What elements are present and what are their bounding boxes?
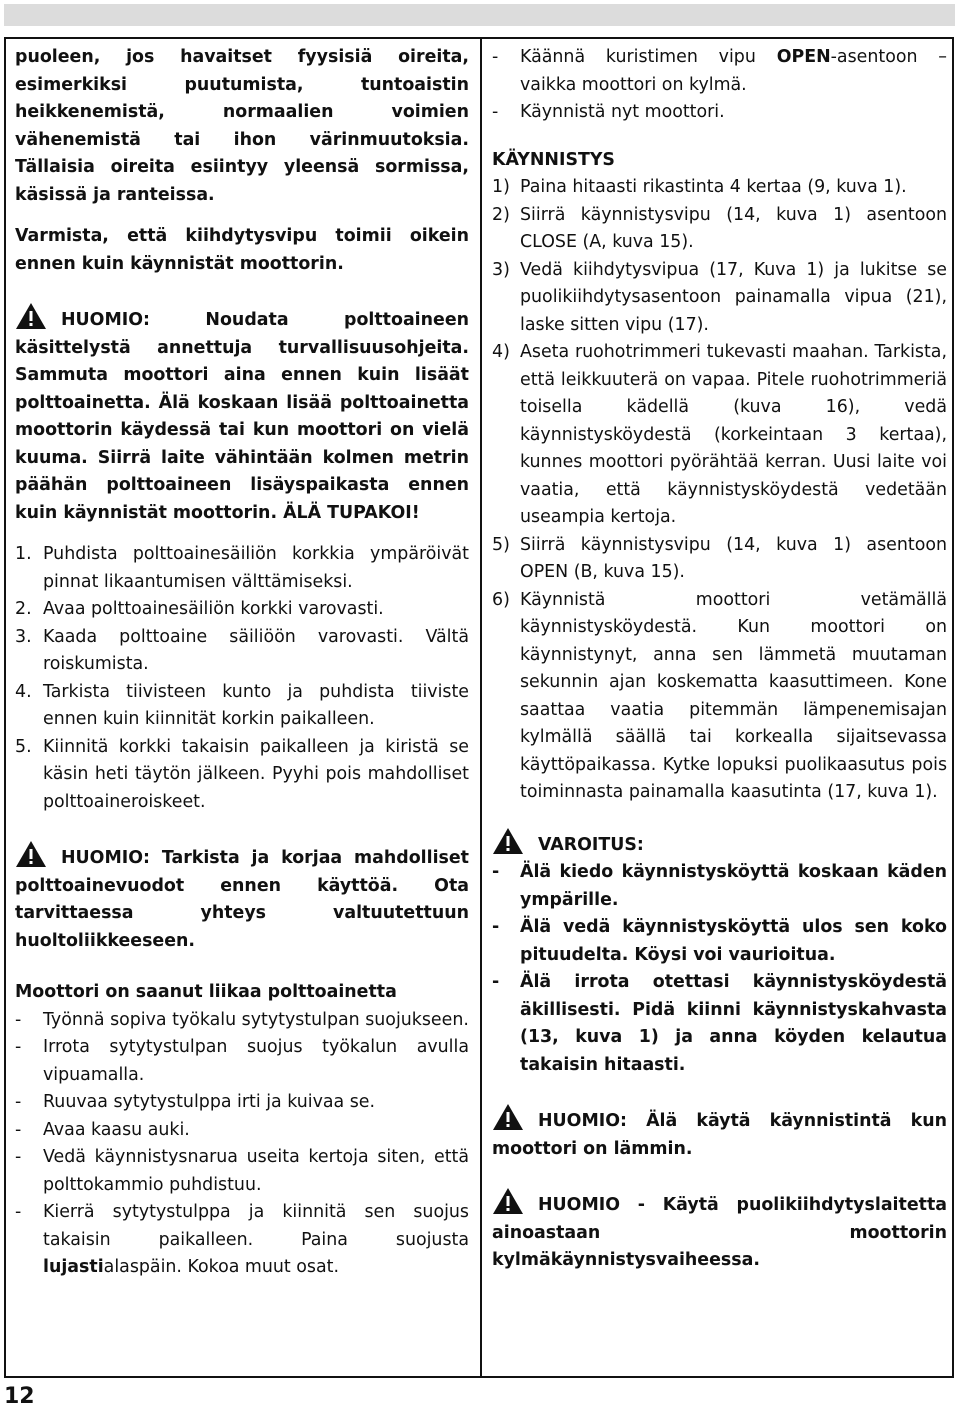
column-divider [480,37,482,1378]
list-item-number: - [15,1119,22,1140]
list-item-number: - [492,102,499,122]
list-item [492,969,947,1079]
warning-icon [492,827,524,855]
fuel-warning [15,302,469,527]
caution-heading [492,827,947,860]
list-item [492,914,947,969]
list-item [492,99,947,127]
last-item-a: Kierrä sytytystulppa ja kiinnitä sen suojus takaisin paikalleen. Paina suojusta [43,1202,469,1250]
throttle-check-paragraph: Varmista, että kiihdytysvipu toimii oikein ennen kuin käynnistät moottorin. [15,226,469,274]
list-item [15,679,469,734]
list-item [15,1007,469,1035]
list-item [15,1144,469,1199]
flooded-list [15,1007,469,1200]
list-item-text: Käynnistä moottori vetämällä käynnistysköydestä. Kun moottori on käynnistynyt, anna sen lämmetä muutaman sekunnin ajan koskematta kaasuttimeen. Kone saattaa vaatia pitemmän lämpenemisajan kylmällä säällä tai korkealla sijaitsevassa käyttöpaikassa. Kytke lopuksi puolikaasutus pois toiminnasta painamalla kaasutinta (17, kuva 1). [520,589,947,802]
list-item-text: Aseta ruohotrimmeri tukevasti maahan. Tarkista, että leikkuuterä on vapaa. Pitele ruohotrimmeriä toisella kädellä (kuva 16), vedä käynnistysköydestä (korkeintaan 3 kertaa), kunnes moottori pyörähtää kerran. Uusi laite voi vaatia, että käynnistysköydestä vedetään useampia kertoja. [520,342,947,527]
list-item-text [520,99,947,127]
list-item-number: - [15,1009,22,1030]
list-item: - Kierrä sytytystulppa ja kiinnitä sen suojus takaisin paikalleen. Paina suojusta lujastialaspäin. Kokoa muut osat. [15,1202,469,1277]
fuel-warning-text: HUOMIO: Noudata polttoaineen käsittelystä annettuja turvallisuusohjeita. Sammuta moottori aina ennen kuin lisäät polttoainetta. Älä koskaan lisää polttoainetta moottorin käydessä tai kun moottori on vielä kuuma. Siirrä laite vähintään kolmen metrin päähän polttoaineen lisäyspaikasta ennen kuin käynnistät moottorin. ÄLÄ TUPAKOI! [15,310,469,523]
last-item-b: alaspäin. Kokoa muut osat. [103,1257,339,1277]
list-item-text: Tarkista tiivisteen kunto ja puhdista tiiviste ennen kuin kiinnität korkin paikalleen. [43,681,469,729]
list-item-text: Kaada polttoaine säiliöön varovasti. Vältä roiskumista. [43,626,469,674]
page-number: 12 [4,1384,35,1409]
list-item [15,596,469,624]
list-item-number: 4) [492,342,510,362]
list-item [15,734,469,817]
list-item [492,257,947,340]
leak-warning [15,840,469,955]
caution-list [492,859,947,1079]
start-steps [492,174,947,807]
choke-steps [492,44,947,127]
list-item-number: 4. [15,681,32,702]
intro-paragraph: puoleen, jos havaitset fyysisiä oireita, esimerkiksi puutumista, tuntoaistin heikkenemistä, normaalien voimien vähenemistä tai ihon värinmuutoksia. Tällaisia oireita esiintyy yleensä sormissa, käsissä ja ranteissa. [15,47,469,205]
list-item-text: Älä irrota otettasi käynnistysköydestä äkillisesti. Pidä kiinni käynnistyskahvasta (13, kuva 1) ja anna köyden kelautua takaisin hitaasti. [520,972,947,1075]
list-item-number: - [492,862,500,882]
list-item-text-pre: Käännä kuristimen vipu [520,47,777,67]
list-item-text: Älä kiedo käynnistysköyttä koskaan käden ympärille. [520,862,947,910]
start-title: KÄYNNISTYS [492,149,615,170]
choke-warning [492,1187,947,1275]
list-item-text: Siirrä käynnistysvipu (14, kuva 1) asentoon CLOSE (A, kuva 15). [520,204,947,252]
warning-icon [492,1103,524,1131]
list-item-number: 1. [15,544,32,564]
list-item [15,541,469,596]
list-item [15,624,469,679]
list-item-number: - [15,1092,22,1112]
list-item-number: - [15,1037,22,1057]
list-item-number: 6) [492,589,510,610]
choke-warning-text: HUOMIO - Käytä puolikiihdytyslaitetta ainoastaan moottorin kylmäkäynnistysvaiheessa. [492,1195,947,1270]
list-item-text-bold: OPEN [776,47,831,67]
right-column [492,44,947,1275]
list-item-number: - [492,972,500,992]
list-item [15,1117,469,1145]
list-item-text: Kiinnitä korkki takaisin paikalleen ja kiristä se käsin heti täytön jälkeen. Pyyhi pois mahdolliset polttoaineroiskeet. [43,736,469,812]
list-item-text: Paina hitaasti rikastinta 4 kertaa (9, kuva 1). [520,177,907,197]
list-item-number: 2) [492,204,510,225]
top-bar [4,4,955,26]
flooded-title: Moottori on saanut liikaa polttoainetta [15,982,397,1002]
warning-icon [492,1187,524,1215]
warning-icon [15,840,47,868]
list-item-number: 1) [492,177,510,197]
list-item [492,174,947,202]
left-column [15,44,469,1282]
warm-engine-text: HUOMIO: Älä käytä käynnistintä kun moottori on lämmin. [492,1111,947,1159]
list-item [492,202,947,257]
list-item-text-pre: Käynnistä nyt moottori. [520,102,725,122]
list-item-number: 2. [15,599,32,619]
warm-engine-warning [492,1103,947,1163]
list-item-text: Työnnä sopiva työkalu sytytystulpan suojukseen. [43,1009,469,1030]
list-item-number: 5) [492,534,510,555]
list-item [492,587,947,807]
list-item-number: 3. [15,626,32,647]
list-item-text [520,44,947,99]
fueling-steps [15,541,469,816]
list-item-text: Ruuvaa sytytystulppa irti ja kuivaa se. [43,1092,376,1112]
list-item-number: - [492,47,499,67]
list-item [492,44,947,99]
list-item [492,339,947,532]
list-item-text: Vedä käynnistysnarua useita kertoja siten, että polttokammio puhdistuu. [43,1147,469,1195]
list-item [492,859,947,914]
list-item [15,1034,469,1089]
list-item-number: 5. [15,736,32,757]
last-item-bold: lujasti [43,1257,104,1277]
list-item [492,532,947,587]
list-item [15,1089,469,1117]
list-item-text-post: -asentoon – vaikka moottori on kylmä. [520,47,948,95]
list-item-text: Avaa polttoainesäiliön korkki varovasti. [43,599,384,619]
list-item-text: Vedä kiihdytysvipua (17, Kuva 1) ja lukitse se puolikiihdytysasentoon painamalla vipua (21), laske sitten vipu (17). [520,259,947,335]
list-item-text: Siirrä käynnistysvipu (14, kuva 1) asentoon OPEN (B, kuva 15). [520,534,947,582]
leak-warning-text: HUOMIO: Tarkista ja korjaa mahdolliset polttoainevuodot ennen käyttöä. Ota tarvittaessa yhteys valtuutettuun huoltoliikkeeseen. [15,848,469,951]
list-item-text: Älä vedä käynnistysköyttä ulos sen koko pituudelta. Köysi voi vaurioitua. [520,917,947,965]
list-item-number: - [492,917,500,937]
list-item-text: Avaa kaasu auki. [43,1119,190,1140]
list-item-number: 3) [492,259,510,280]
list-item-text: Puhdista polttoainesäiliön korkkia ympäröivät pinnat likaantumisen välttämiseksi. [43,544,469,592]
list-item-text: Irrota sytytystulpan suojus työkalun avulla vipuamalla. [43,1037,469,1085]
list-item-number: - [15,1147,22,1167]
caution-title: VAROITUS: [538,834,644,855]
warning-icon [15,302,47,330]
